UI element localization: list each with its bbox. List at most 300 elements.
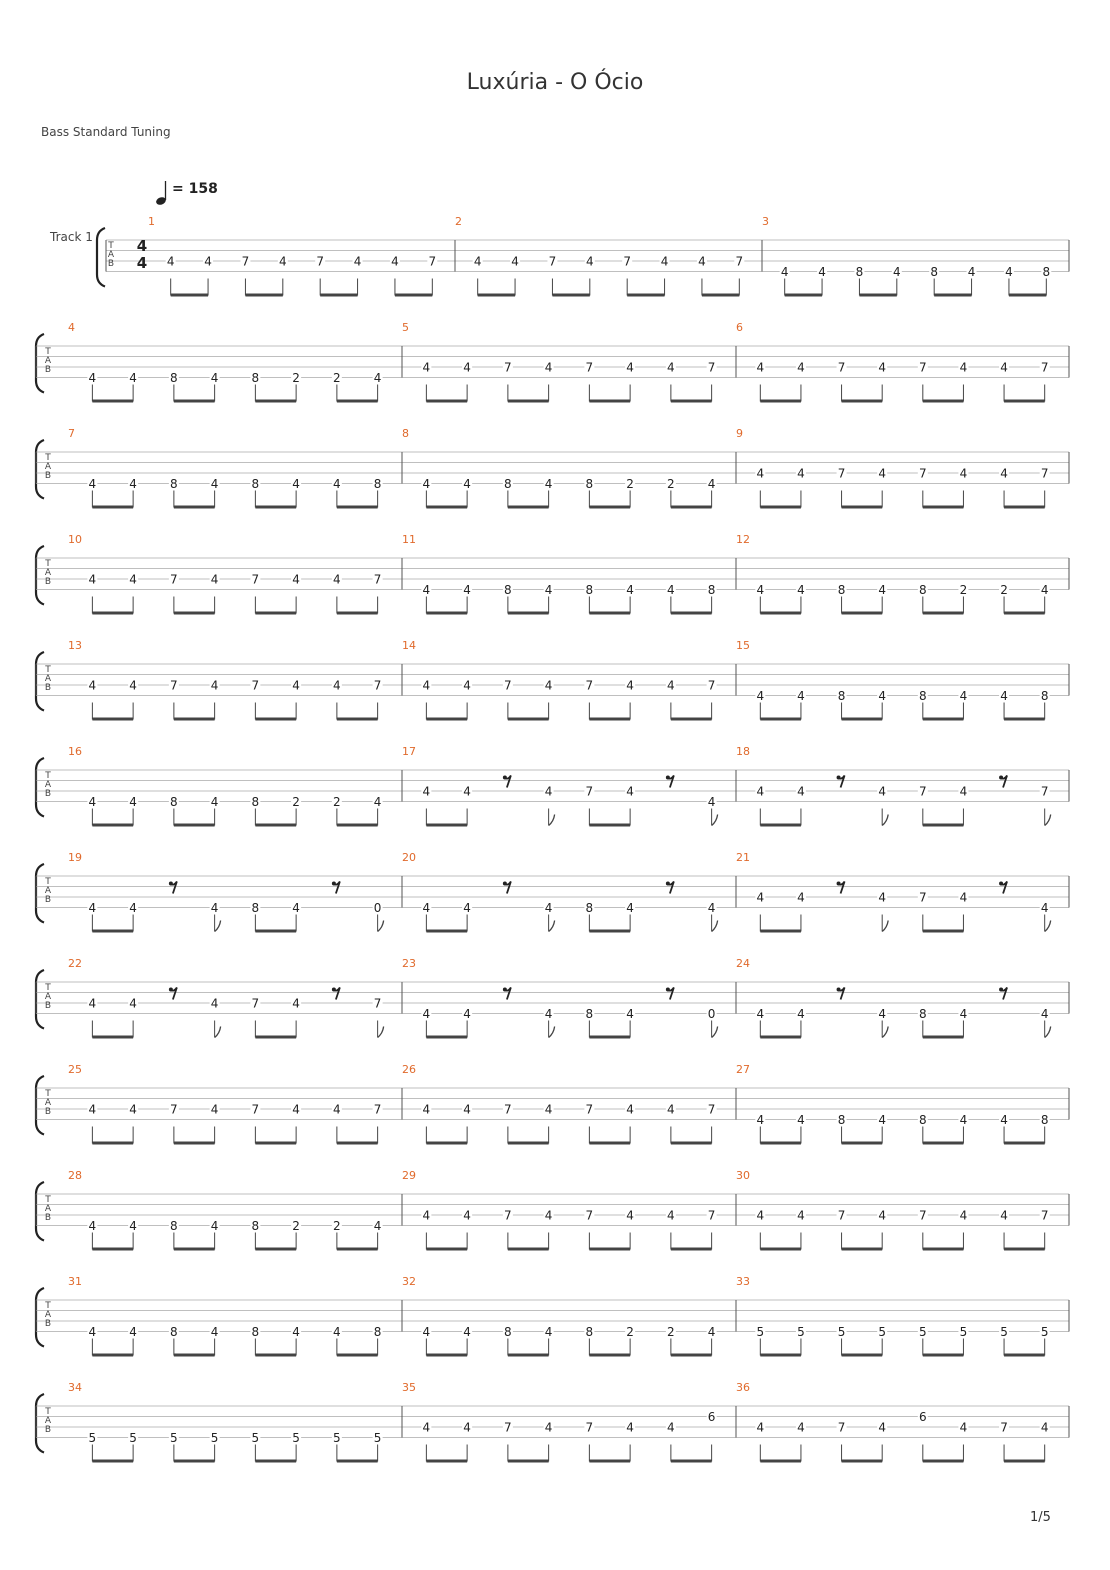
fret-number: 4 (292, 1102, 300, 1117)
fret-number: 8 (170, 1219, 178, 1233)
note-beam (426, 930, 467, 933)
note-beam (760, 506, 801, 509)
fret-number: 4 (756, 583, 765, 597)
system-bracket (36, 1182, 44, 1241)
fret-number: 4 (422, 360, 431, 375)
fret-number: 7 (504, 1102, 512, 1117)
tab-clef-letter: B (44, 789, 52, 799)
fret-number: 4 (210, 678, 219, 693)
fret-number: 4 (1000, 360, 1008, 375)
note-beam (426, 1142, 467, 1145)
tab-clef-letter: B (44, 895, 52, 905)
fret-number: 7 (585, 1420, 594, 1435)
fret-number: 4 (463, 583, 471, 597)
fret-number: 7 (707, 1208, 716, 1223)
fret-number: 7 (170, 572, 178, 587)
fret-number: 7 (1040, 360, 1049, 375)
fret-number: 8 (585, 1325, 594, 1339)
system-bracket (36, 1288, 44, 1347)
measure-number: 3 (762, 215, 769, 228)
tab-clef-letter: B (107, 259, 115, 269)
page-number: 1/5 (1030, 1510, 1051, 1525)
fret-number: 7 (837, 1208, 846, 1223)
note-beam (923, 1354, 964, 1357)
fret-number: 4 (959, 890, 968, 905)
note-beam (255, 1354, 296, 1357)
fret-number: 6 (707, 1410, 716, 1424)
note-beam (1004, 1354, 1045, 1357)
fret-number: 4 (292, 477, 300, 491)
fret-number: 4 (1040, 583, 1049, 597)
measure-number: 22 (68, 957, 82, 970)
fret-number: 4 (333, 477, 341, 491)
note-beam (671, 1354, 712, 1357)
fret-number: 4 (797, 360, 805, 375)
note-beam (760, 1354, 801, 1357)
fret-number: 4 (463, 1102, 471, 1117)
note-beam (923, 1142, 964, 1145)
fret-number: 7 (170, 678, 178, 693)
tuning-label: Bass Standard Tuning (41, 125, 171, 139)
fret-number: 4 (422, 477, 431, 491)
note-beam (923, 824, 964, 827)
note-beam (92, 400, 133, 403)
fret-number: 4 (544, 784, 553, 799)
fret-number: 4 (698, 254, 706, 269)
fret-number: 4 (129, 477, 137, 491)
note-beam (589, 1460, 630, 1463)
note-beam (842, 1460, 883, 1463)
fret-number: 4 (129, 678, 137, 693)
fret-number: 4 (333, 678, 341, 693)
fret-number: 4 (626, 678, 634, 693)
fret-number: 4 (129, 795, 137, 809)
fret-number: 4 (544, 1208, 553, 1223)
fret-number: 7 (837, 360, 846, 375)
fret-number: 5 (129, 1431, 137, 1445)
fret-number: 8 (585, 583, 594, 597)
fret-number: 7 (585, 678, 594, 693)
measure-number: 8 (402, 427, 409, 440)
note-beam (671, 718, 712, 721)
track-name: Track 1 (50, 230, 93, 244)
fret-number: 8 (170, 1325, 178, 1339)
note-beam (337, 1142, 378, 1145)
tab-clef-letter: T (45, 1301, 51, 1311)
note-flag (378, 1027, 384, 1038)
measure-number: 16 (68, 745, 82, 758)
fret-number: 4 (210, 572, 219, 587)
fret-number: 4 (333, 572, 341, 587)
note-beam (671, 506, 712, 509)
note-beam (842, 1248, 883, 1251)
note-beam (92, 1460, 133, 1463)
fret-number: 4 (210, 1102, 219, 1117)
fret-number: 8 (504, 477, 512, 491)
fret-number: 5 (251, 1431, 260, 1445)
tab-clef-letter: A (107, 250, 115, 260)
fret-number: 4 (422, 678, 431, 693)
note-beam (92, 930, 133, 933)
note-flag (549, 815, 555, 826)
note-beam (174, 612, 215, 615)
fret-number: 8 (1040, 689, 1049, 703)
fret-number: 4 (756, 689, 765, 703)
fret-number: 4 (1000, 1113, 1008, 1127)
fret-number: 4 (756, 466, 765, 481)
fret-number: 4 (129, 996, 137, 1011)
fret-number: 4 (1040, 1420, 1049, 1435)
time-signature-numerator: 4 (136, 237, 148, 255)
fret-number: 4 (292, 901, 300, 915)
fret-number: 5 (373, 1431, 382, 1445)
note-beam (92, 1142, 133, 1145)
note-flag (712, 815, 718, 826)
fret-number: 8 (1040, 1113, 1049, 1127)
system-bracket (36, 1076, 44, 1135)
note-flag (1045, 815, 1051, 826)
note-beam (255, 718, 296, 721)
fret-number: 4 (878, 1208, 887, 1223)
fret-number: 4 (544, 678, 553, 693)
fret-number: 4 (210, 371, 219, 385)
note-flag (549, 1027, 555, 1038)
fret-number: 4 (667, 1208, 675, 1223)
fret-number: 4 (707, 901, 716, 915)
fret-number: 7 (735, 254, 744, 269)
fret-number: 5 (837, 1325, 846, 1339)
note-beam (426, 824, 467, 827)
fret-number: 4 (878, 890, 887, 905)
measure-number: 14 (402, 639, 416, 652)
fret-number: 4 (959, 360, 968, 375)
fret-number: 4 (626, 583, 634, 597)
fret-number: 2 (667, 1325, 675, 1339)
note-beam (923, 1248, 964, 1251)
note-beam (923, 718, 964, 721)
note-beam (508, 1142, 549, 1145)
note-beam (426, 1460, 467, 1463)
note-beam (859, 294, 896, 297)
tab-clef-letter: B (44, 471, 52, 481)
fret-number: 4 (1000, 689, 1008, 703)
note-beam (1004, 506, 1045, 509)
note-beam (508, 400, 549, 403)
tab-clef-letter: B (44, 1107, 52, 1117)
fret-number: 4 (626, 901, 634, 915)
note-beam (255, 612, 296, 615)
fret-number: 7 (251, 572, 260, 587)
fret-number: 4 (88, 477, 97, 491)
fret-number: 4 (818, 265, 826, 279)
note-flag (712, 1027, 718, 1038)
note-flag (1045, 1027, 1051, 1038)
note-beam (923, 400, 964, 403)
fret-number: 2 (333, 371, 341, 385)
fret-number: 4 (959, 1113, 968, 1127)
measure-number: 31 (68, 1275, 82, 1288)
tab-clef-letter: B (44, 1001, 52, 1011)
note-beam (671, 1248, 712, 1251)
fret-number: 4 (756, 1208, 765, 1223)
fret-number: 4 (292, 572, 300, 587)
eighth-rest-dot (999, 776, 1003, 780)
fret-number: 8 (585, 477, 594, 491)
fret-number: 7 (918, 466, 927, 481)
fret-number: 7 (585, 784, 594, 799)
system-bracket (36, 758, 44, 817)
measure-number: 23 (402, 957, 416, 970)
fret-number: 4 (544, 477, 553, 491)
eighth-rest-dot (169, 882, 173, 886)
note-beam (842, 1354, 883, 1357)
fret-number: 7 (1040, 784, 1049, 799)
fret-number: 4 (129, 572, 137, 587)
fret-number: 7 (170, 1102, 178, 1117)
fret-number: 7 (373, 1102, 382, 1117)
system-bracket (36, 652, 44, 711)
note-beam (337, 718, 378, 721)
fret-number: 4 (797, 466, 805, 481)
note-beam (923, 506, 964, 509)
fret-number: 5 (1000, 1325, 1008, 1339)
fret-number: 7 (585, 1208, 594, 1223)
measure-number: 9 (736, 427, 743, 440)
fret-number: 8 (504, 1325, 512, 1339)
note-beam (245, 294, 282, 297)
eighth-rest-dot (332, 988, 336, 992)
note-beam (255, 1142, 296, 1145)
note-beam (589, 400, 630, 403)
fret-number: 4 (166, 254, 175, 269)
fret-number: 4 (626, 1420, 634, 1435)
note-flag (882, 921, 888, 932)
note-beam (923, 1460, 964, 1463)
tab-clef-letter: T (45, 877, 51, 887)
fret-number: 5 (1040, 1325, 1049, 1339)
note-beam (508, 1248, 549, 1251)
fret-number: 8 (855, 265, 864, 279)
fret-number: 4 (333, 1325, 341, 1339)
fret-number: 4 (88, 996, 97, 1011)
note-beam (1004, 1142, 1045, 1145)
note-beam (92, 824, 133, 827)
tab-clef-letter: B (44, 1319, 52, 1329)
fret-number: 4 (756, 1113, 765, 1127)
note-beam (337, 824, 378, 827)
fret-number: 4 (878, 1113, 887, 1127)
tab-clef-letter: T (45, 1195, 51, 1205)
fret-number: 4 (878, 583, 887, 597)
fret-number: 4 (585, 254, 594, 269)
measure-number: 6 (736, 321, 743, 334)
system-bracket (36, 440, 44, 499)
fret-number: 4 (878, 1007, 887, 1021)
fret-number: 5 (88, 1431, 97, 1445)
fret-number: 4 (422, 1208, 431, 1223)
fret-number: 7 (504, 360, 512, 375)
fret-number: 8 (918, 583, 927, 597)
measure-number: 2 (455, 215, 462, 228)
fret-number: 0 (373, 901, 382, 915)
note-beam (760, 1036, 801, 1039)
fret-number: 2 (333, 795, 341, 809)
note-beam (760, 612, 801, 615)
eighth-rest-dot (837, 882, 841, 886)
note-beam (589, 930, 630, 933)
fret-number: 8 (251, 371, 260, 385)
note-beam (842, 506, 883, 509)
fret-number: 7 (373, 678, 382, 693)
tab-clef-letter: B (44, 577, 52, 587)
fret-number: 4 (292, 996, 300, 1011)
tab-clef-letter: B (44, 1425, 52, 1435)
measure-number: 1 (148, 215, 155, 228)
fret-number: 8 (504, 583, 512, 597)
fret-number: 7 (548, 254, 557, 269)
fret-number: 4 (959, 466, 968, 481)
tab-clef-letter: A (44, 568, 52, 578)
fret-number: 4 (463, 1208, 471, 1223)
fret-number: 7 (837, 1420, 846, 1435)
fret-number: 4 (878, 689, 887, 703)
tab-clef-letter: A (44, 780, 52, 790)
note-beam (842, 1142, 883, 1145)
fret-number: 4 (667, 678, 675, 693)
fret-number: 4 (88, 1325, 97, 1339)
fret-number: 4 (88, 371, 97, 385)
fret-number: 4 (626, 1102, 634, 1117)
note-beam (320, 294, 357, 297)
note-beam (395, 294, 432, 297)
fret-number: 4 (967, 265, 976, 279)
tab-clef-letter: T (45, 983, 51, 993)
fret-number: 4 (473, 254, 482, 269)
fret-number: 4 (959, 784, 968, 799)
fret-number: 5 (756, 1325, 765, 1339)
note-beam (478, 294, 515, 297)
note-beam (508, 1354, 549, 1357)
tab-clef-letter: T (45, 1089, 51, 1099)
note-flag (882, 815, 888, 826)
tab-clef-letter: A (44, 992, 52, 1002)
measure-number: 5 (402, 321, 409, 334)
fret-number: 6 (918, 1410, 927, 1424)
fret-number: 7 (504, 1420, 512, 1435)
eighth-rest-dot (503, 988, 507, 992)
fret-number: 8 (251, 477, 260, 491)
tab-clef-letter: T (45, 453, 51, 463)
fret-number: 8 (918, 1113, 927, 1127)
note-flag (215, 921, 221, 932)
fret-number: 4 (959, 1420, 968, 1435)
fret-number: 7 (251, 678, 260, 693)
fret-number: 8 (930, 265, 939, 279)
eighth-rest-dot (999, 882, 1003, 886)
fret-number: 7 (918, 360, 927, 375)
fret-number: 4 (797, 689, 805, 703)
note-beam (426, 718, 467, 721)
fret-number: 4 (667, 1102, 675, 1117)
note-beam (174, 1142, 215, 1145)
eighth-rest-dot (837, 776, 841, 780)
measure-number: 25 (68, 1063, 82, 1076)
note-beam (923, 612, 964, 615)
fret-number: 7 (1040, 1208, 1049, 1223)
measure-number: 17 (402, 745, 416, 758)
measure-number: 34 (68, 1381, 82, 1394)
fret-number: 4 (210, 477, 219, 491)
fret-number: 8 (837, 583, 846, 597)
note-beam (255, 1036, 296, 1039)
note-flag (378, 921, 384, 932)
fret-number: 8 (707, 583, 716, 597)
fret-number: 4 (373, 1219, 382, 1233)
note-beam (174, 1354, 215, 1357)
fret-number: 5 (333, 1431, 341, 1445)
fret-number: 4 (422, 901, 431, 915)
fret-number: 7 (707, 678, 716, 693)
note-beam (589, 612, 630, 615)
note-beam (337, 1354, 378, 1357)
note-beam (337, 612, 378, 615)
fret-number: 4 (797, 784, 805, 799)
note-beam (255, 1460, 296, 1463)
note-beam (426, 1354, 467, 1357)
fret-number: 4 (88, 1102, 97, 1117)
fret-number: 4 (463, 1325, 471, 1339)
fret-number: 4 (422, 1420, 431, 1435)
measure-number: 36 (736, 1381, 750, 1394)
fret-number: 4 (422, 784, 431, 799)
fret-number: 4 (1040, 901, 1049, 915)
fret-number: 7 (623, 254, 632, 269)
fret-number: 4 (892, 265, 901, 279)
fret-number: 4 (626, 1208, 634, 1223)
fret-number: 8 (170, 371, 178, 385)
fret-number: 0 (707, 1007, 716, 1021)
fret-number: 4 (878, 784, 887, 799)
note-beam (426, 612, 467, 615)
tab-clef-letter: A (44, 886, 52, 896)
note-beam (337, 1248, 378, 1251)
measure-number: 4 (68, 321, 75, 334)
eighth-rest-dot (666, 882, 670, 886)
fret-number: 4 (463, 678, 471, 693)
measure-number: 11 (402, 533, 416, 546)
system-bracket (36, 1394, 44, 1453)
fret-number: 5 (210, 1431, 219, 1445)
fret-number: 7 (918, 890, 927, 905)
note-beam (92, 1248, 133, 1251)
note-beam (508, 1460, 549, 1463)
fret-number: 4 (544, 1420, 553, 1435)
fret-number: 8 (837, 1113, 846, 1127)
tab-clef-letter: B (44, 683, 52, 693)
fret-number: 7 (918, 784, 927, 799)
fret-number: 4 (463, 901, 471, 915)
note-beam (842, 400, 883, 403)
eighth-rest-dot (503, 776, 507, 780)
fret-number: 4 (373, 371, 382, 385)
measure-number: 7 (68, 427, 75, 440)
fret-number: 7 (251, 996, 260, 1011)
note-beam (842, 612, 883, 615)
tab-clef-letter: T (45, 665, 51, 675)
note-beam (174, 1460, 215, 1463)
note-flag (712, 921, 718, 932)
note-beam (92, 1354, 133, 1357)
